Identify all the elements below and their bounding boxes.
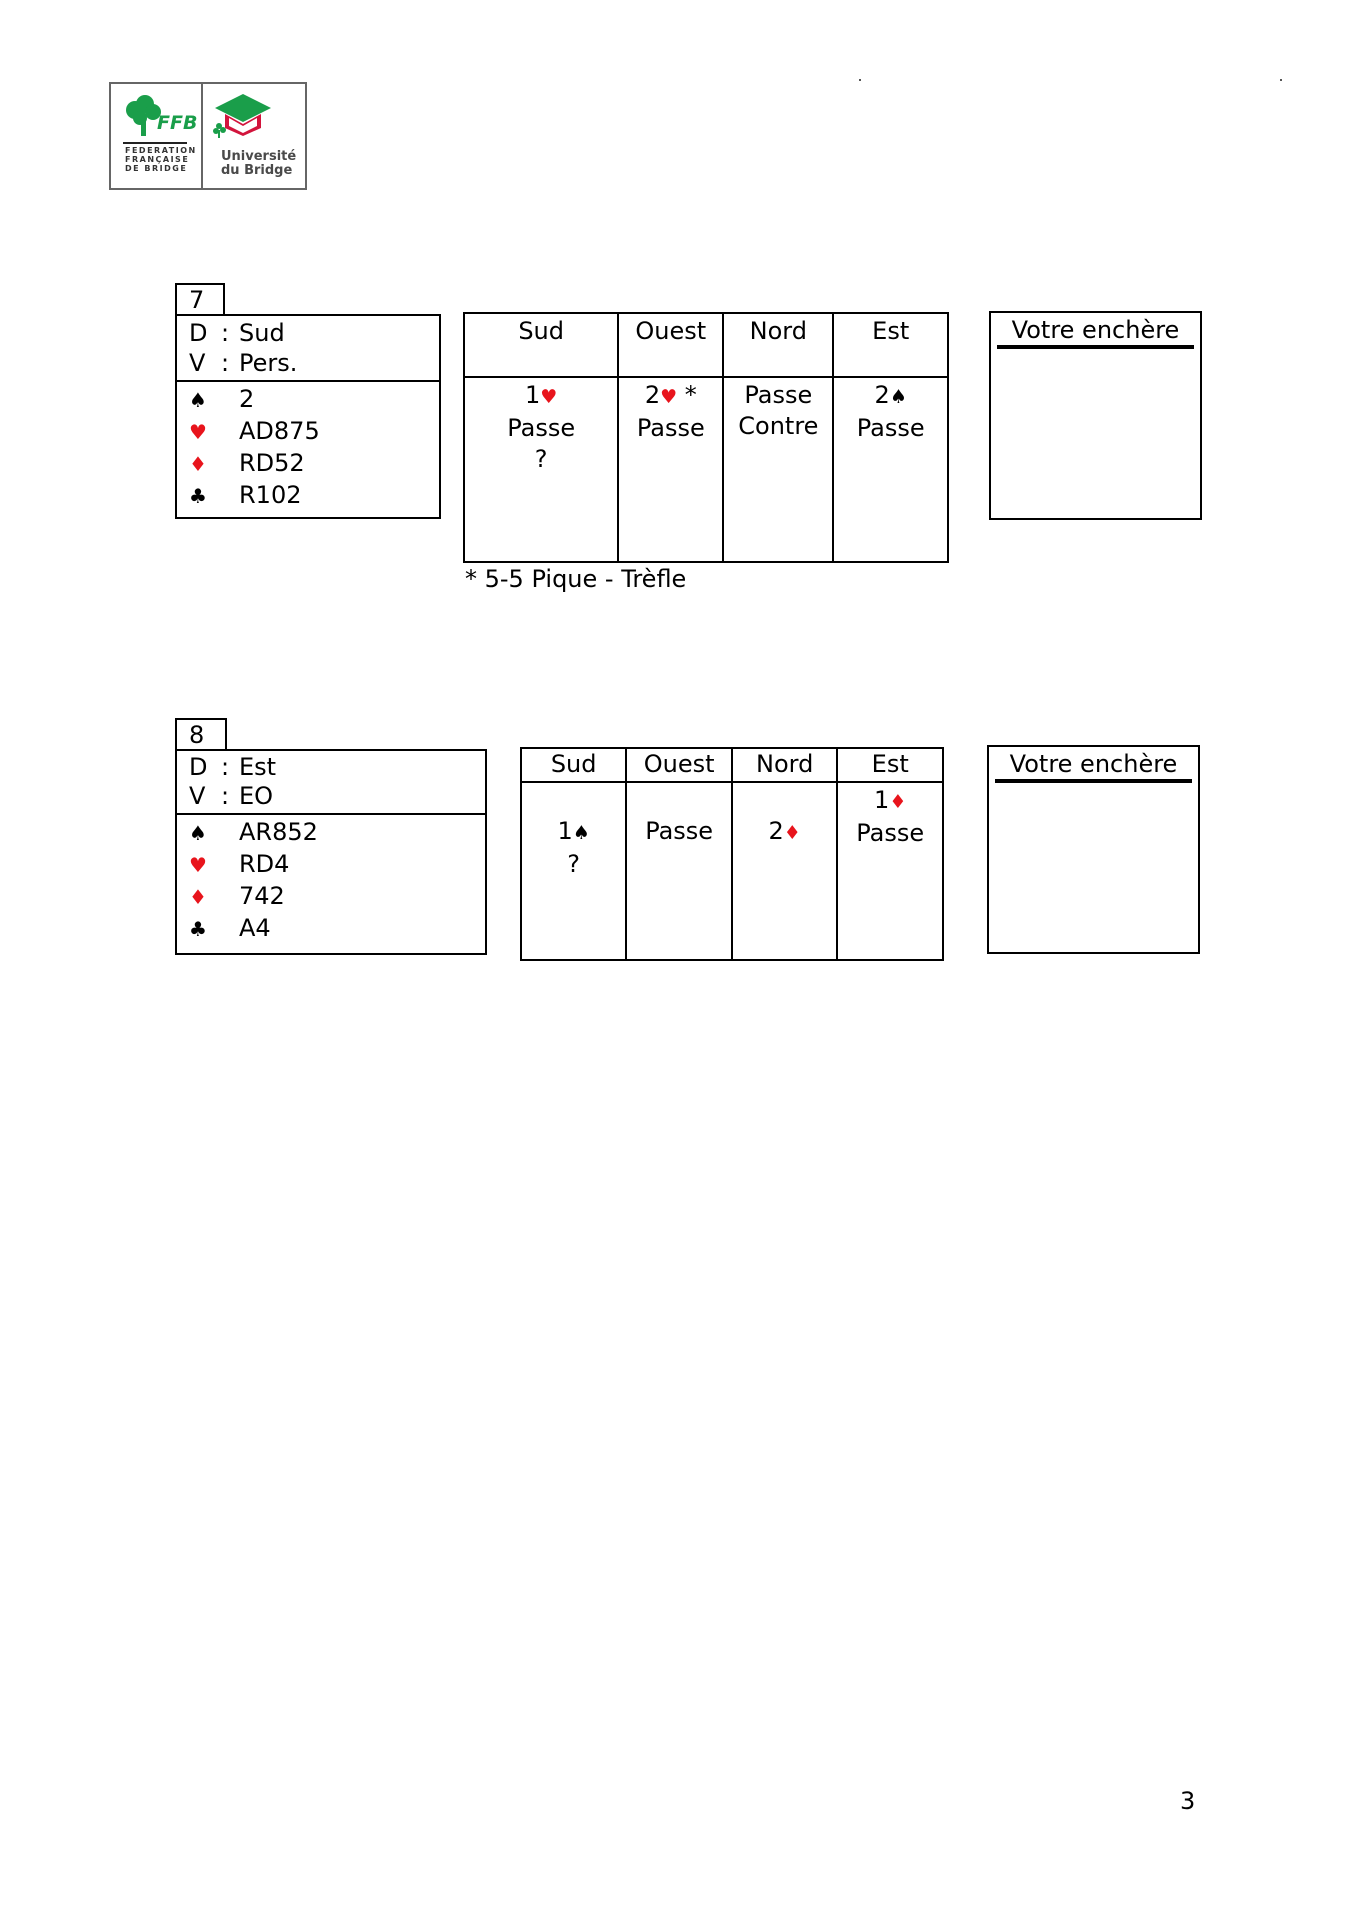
bid: ? [534,445,548,473]
hand-box [175,314,441,519]
clubs-row [189,913,485,945]
bids-nord [732,782,837,960]
bids-est [833,377,948,562]
spades-row [189,384,439,416]
bid [733,816,836,849]
ffb-tree-icon [113,86,203,146]
header-sud: Sud [464,313,618,377]
bidding-table [463,312,949,563]
bid-level: 1 [874,786,890,814]
page-number: 3 [1180,1787,1196,1815]
clubs-row [189,480,439,512]
dealer-label: D [189,753,208,781]
header-ouest: Ouest [626,748,732,782]
heart-icon: ♥ [189,420,207,444]
bidding-header [464,313,948,377]
bidding-body [521,782,943,960]
diamond-icon: ♦ [189,452,207,476]
spade-icon: ♠ [189,388,207,412]
bids-est [837,782,943,960]
diamond-icon: ♦ [889,791,907,813]
spade-icon: ♠ [889,386,907,408]
header-nord: Nord [723,313,833,377]
bidding-body [464,377,948,562]
universite-name [221,150,296,178]
spade-icon: ♠ [572,822,590,844]
diamonds-cards: 742 [239,882,285,910]
answer-title: Votre enchère [995,749,1192,783]
univ-line-1: Université [221,149,297,164]
bidding-table [520,747,944,961]
vuln-value: Pers. [239,349,298,377]
bid: Passe [856,414,925,442]
diamonds-row [189,448,439,480]
bid-level: 2 [768,817,784,845]
vulnerability-row [189,348,439,378]
bid [522,816,625,849]
deal-conditions [177,751,485,815]
ffb-name [125,146,203,173]
bid: Passe [636,414,705,442]
ffb-underline [123,142,187,144]
diamond-icon: ♦ [783,822,801,844]
bid [838,785,942,818]
logo-divider [201,84,203,188]
hand-holding [177,382,439,516]
heart-icon: ♥ [660,386,678,408]
hearts-row [189,849,485,881]
bid: Passe [744,381,813,409]
dealer-row [189,318,439,348]
bid-level: 1 [524,381,541,409]
vuln-label: V [189,349,206,377]
bidding-header [521,748,943,782]
stray-dot [1280,79,1282,81]
colon: : [220,782,230,810]
colon: : [220,349,230,377]
bid [465,380,617,413]
alert-star: * [684,381,697,409]
header-est: Est [837,748,943,782]
colon: : [220,753,230,781]
bid: ? [567,850,581,878]
bids-sud [464,377,618,562]
bid: Contre [738,412,819,440]
header-est: Est [833,313,948,377]
graduation-cap-icon [209,92,299,154]
header-nord: Nord [732,748,837,782]
answer-title: Votre enchère [997,315,1194,349]
hearts-cards: RD4 [239,850,290,878]
diamonds-cards: RD52 [239,449,305,477]
answer-box[interactable] [989,311,1202,520]
ffb-mark: FFB [157,112,198,134]
bid: Passe [507,414,576,442]
bid [619,380,722,413]
clubs-cards: R102 [239,481,302,509]
bid-level: 2 [874,381,890,409]
diamonds-row [189,881,485,913]
footnote: * 5-5 Pique - Trèfle [465,565,687,593]
diamond-icon: ♦ [189,885,207,909]
bid [834,380,947,413]
vuln-value: EO [239,782,274,810]
spades-cards: AR852 [239,818,318,846]
univ-line-2: du Bridge [221,163,293,178]
spades-row [189,817,485,849]
dealer-value: Est [239,753,277,781]
dealer-label: D [189,319,208,347]
colon: : [220,319,230,347]
deal-number-tab [175,283,225,316]
answer-box[interactable] [987,745,1200,954]
hand-holding [177,815,485,949]
deal-number: 8 [189,721,205,749]
heart-icon: ♥ [540,386,558,408]
bid: Passe [645,817,714,845]
club-icon: ♣ [189,917,207,941]
hand-box [175,749,487,955]
bids-sud [521,782,626,960]
club-icon: ♣ [189,484,207,508]
ffb-line-1: FEDERATION [125,146,197,155]
stray-dot [859,79,861,81]
spade-icon: ♠ [189,821,207,845]
bids-nord [723,377,833,562]
bid-level: 2 [644,381,661,409]
ffb-logo [109,82,307,190]
vuln-label: V [189,782,206,810]
dealer-row [189,753,485,782]
bids-ouest [618,377,723,562]
spades-cards: 2 [239,385,255,413]
ffb-line-2: FRANÇAISE [125,155,190,164]
ffb-line-3: DE BRIDGE [125,164,188,173]
header-sud: Sud [521,748,626,782]
deal-number-tab [175,718,227,751]
clubs-cards: A4 [239,914,271,942]
vulnerability-row [189,782,485,811]
bids-ouest [626,782,732,960]
heart-icon: ♥ [189,853,207,877]
deal-number: 7 [189,286,205,314]
hearts-row [189,416,439,448]
dealer-value: Sud [239,319,285,347]
header-ouest: Ouest [618,313,723,377]
deal-conditions [177,316,439,382]
hearts-cards: AD875 [239,417,320,445]
bid: Passe [856,819,925,847]
bid-level: 1 [557,817,573,845]
